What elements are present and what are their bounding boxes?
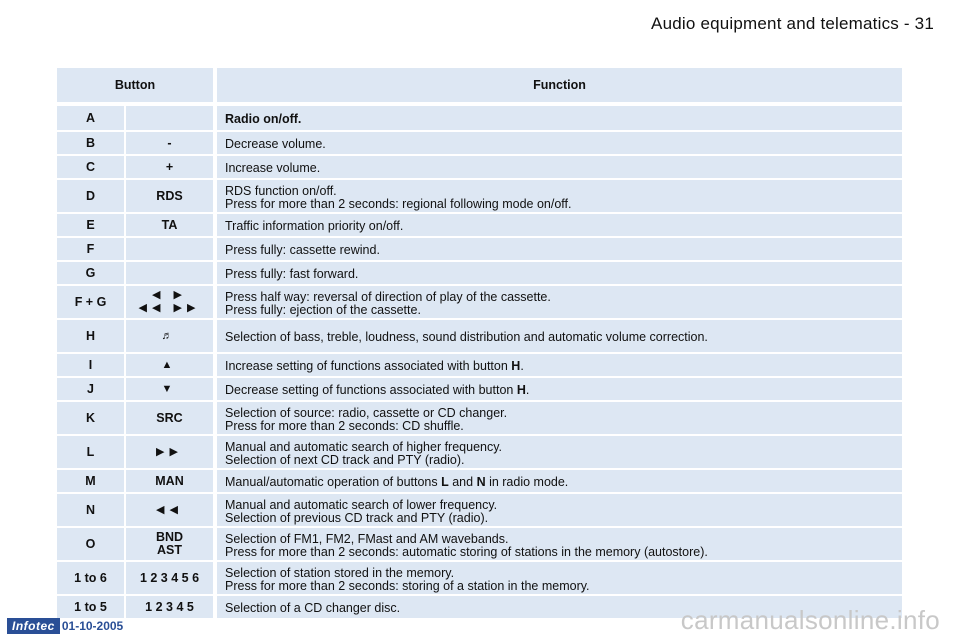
function-description (217, 562, 902, 594)
function-text-line: Selection of previous CD track and PTY (radio). (225, 510, 489, 525)
function-text-line: Press fully: fast forward. (225, 267, 359, 281)
page-header: Audio equipment and telematics - 31 (651, 14, 934, 33)
button-key: B (57, 132, 124, 154)
button-symbol-line: ▶▶ (156, 445, 183, 458)
button-key: I (57, 354, 124, 376)
button-symbol (126, 436, 213, 468)
button-symbol (126, 180, 213, 212)
function-description (217, 354, 902, 376)
function-description (217, 528, 902, 560)
function-text-segment: L (441, 475, 449, 489)
button-symbol-line: + (165, 159, 174, 174)
function-text-line: Selection of FM1, FM2, FMast and AM wavebands. (225, 531, 509, 546)
table-row (57, 402, 902, 434)
table-row (57, 238, 902, 260)
button-symbol-line: MAN (155, 473, 184, 488)
function-text-line: Press for more than 2 seconds: automatic storing of stations in the memory (autostore). (225, 544, 708, 559)
function-text-line: Selection of next CD track and PTY (radio). (225, 452, 465, 467)
function-text-segment: . (525, 383, 530, 397)
button-symbol (126, 378, 213, 400)
button-symbol (126, 320, 213, 352)
button-key: G (57, 262, 124, 284)
table-row (57, 156, 902, 178)
function-text-line: Decrease volume. (225, 137, 326, 151)
watermark: carmanualsonline.info (680, 605, 940, 635)
button-key: M (57, 470, 124, 492)
function-text-segment: Increase setting of functions associated with button (225, 359, 512, 373)
table-row (57, 528, 902, 560)
function-text-line: Manual and automatic search of higher frequency. (225, 439, 503, 454)
button-symbol-line: - (167, 135, 172, 150)
function-description (217, 378, 902, 400)
table-header (57, 68, 902, 102)
button-symbol (126, 354, 213, 376)
button-symbol (126, 470, 213, 492)
function-text-segment: Manual/automatic operation of buttons (225, 475, 442, 489)
logo-text: Infotec (7, 618, 60, 634)
table-row (57, 286, 902, 318)
function-text-line: Press for more than 2 seconds: CD shuffle. (225, 418, 464, 433)
infotec-logo (7, 618, 123, 634)
button-key: F + G (57, 286, 124, 318)
function-description (217, 470, 902, 492)
function-description (217, 494, 902, 526)
button-symbol (126, 402, 213, 434)
function-text-line: Selection of station stored in the memory. (225, 565, 455, 580)
button-symbol-line: SRC (156, 410, 183, 425)
button-symbol-line: ◀ ▶ (152, 289, 187, 301)
function-text-line: Increase volume. (225, 161, 321, 175)
function-description (217, 320, 902, 352)
button-symbol-line: ▼ (161, 382, 178, 395)
button-symbol-line: BND (155, 530, 184, 544)
function-text-segment: N (476, 475, 486, 489)
button-key: 1 to 5 (57, 596, 124, 618)
function-description (217, 286, 902, 318)
table-row (57, 180, 902, 212)
function-text-line: Selection of bass, treble, loudness, sound distribution and automatic volume correction. (225, 330, 708, 344)
button-symbol (126, 106, 213, 130)
function-text-line: Press for more than 2 seconds: storing of a station in the memory. (225, 578, 590, 593)
button-symbol-line: ◀◀ ▶▶ (138, 302, 201, 314)
function-description (217, 156, 902, 178)
button-symbol-line: ♬ (161, 329, 178, 342)
button-symbol (126, 156, 213, 178)
table-row (57, 320, 902, 352)
button-symbol-line: 1 2 3 4 5 6 (139, 570, 200, 585)
table-row (57, 354, 902, 376)
button-symbol (126, 132, 213, 154)
function-text-segment: H (511, 359, 521, 373)
table-row (57, 436, 902, 468)
button-symbol-line: TA (161, 217, 178, 232)
button-symbol (126, 286, 213, 318)
button-key: C (57, 156, 124, 178)
table-row (57, 494, 902, 526)
function-description (217, 180, 902, 212)
function-text-segment: H (516, 383, 526, 397)
function-text-segment: and (448, 475, 477, 489)
function-text-line: Radio on/off. (225, 112, 302, 126)
function-text-line: Manual and automatic search of lower frequency. (225, 497, 498, 512)
button-key: K (57, 402, 124, 434)
function-text-line: Traffic information priority on/off. (225, 219, 404, 233)
button-key: D (57, 180, 124, 212)
button-symbol-line: 1 2 3 4 5 (145, 599, 194, 614)
table-row (57, 470, 902, 492)
function-text-segment: . (520, 359, 524, 373)
column-header-function: Function (217, 68, 902, 102)
table-row (57, 378, 902, 400)
function-text-line: Press half way: reversal of direction of play of the cassette. (225, 289, 551, 304)
function-text-segment: Decrease setting of functions associated with button (225, 383, 517, 397)
table-row (57, 562, 902, 594)
button-symbol-line: ▲ (161, 358, 178, 371)
document-date: 01-10-2005 (61, 619, 124, 633)
function-description (217, 132, 902, 154)
function-description (217, 436, 902, 468)
function-description (217, 238, 902, 260)
button-key: F (57, 238, 124, 260)
button-symbol (126, 494, 213, 526)
button-key: H (57, 320, 124, 352)
table-row (57, 214, 902, 236)
table-row (57, 132, 902, 154)
column-header-button: Button (57, 68, 213, 102)
button-function-table (57, 68, 902, 620)
button-symbol (126, 262, 213, 284)
function-text-segment: in radio mode. (485, 475, 569, 489)
button-key: A (57, 106, 124, 130)
function-text-line: Selection of a CD changer disc. (225, 601, 401, 615)
button-symbol (126, 528, 213, 560)
button-symbol-line: RDS (156, 188, 183, 203)
table-row (57, 106, 902, 130)
button-symbol (126, 596, 213, 618)
table-row (57, 262, 902, 284)
button-symbol-line: ◀◀ (156, 503, 183, 516)
function-description (217, 262, 902, 284)
button-symbol (126, 214, 213, 236)
button-symbol (126, 562, 213, 594)
button-key: J (57, 378, 124, 400)
function-description (217, 214, 902, 236)
button-symbol-line: AST (157, 543, 182, 557)
button-symbol (126, 238, 213, 260)
button-key: E (57, 214, 124, 236)
function-text-line: Press fully: cassette rewind. (225, 243, 380, 257)
button-key: O (57, 528, 124, 560)
function-text-line: Press fully: ejection of the cassette. (225, 302, 421, 317)
function-description (217, 106, 902, 130)
function-text-line: Press for more than 2 seconds: regional following mode on/off. (225, 196, 572, 211)
function-description (217, 402, 902, 434)
function-text-line: RDS function on/off. (225, 183, 337, 198)
button-key: N (57, 494, 124, 526)
button-key: L (57, 436, 124, 468)
function-text-line: Selection of source: radio, cassette or CD changer. (225, 405, 508, 420)
button-key: 1 to 6 (57, 562, 124, 594)
